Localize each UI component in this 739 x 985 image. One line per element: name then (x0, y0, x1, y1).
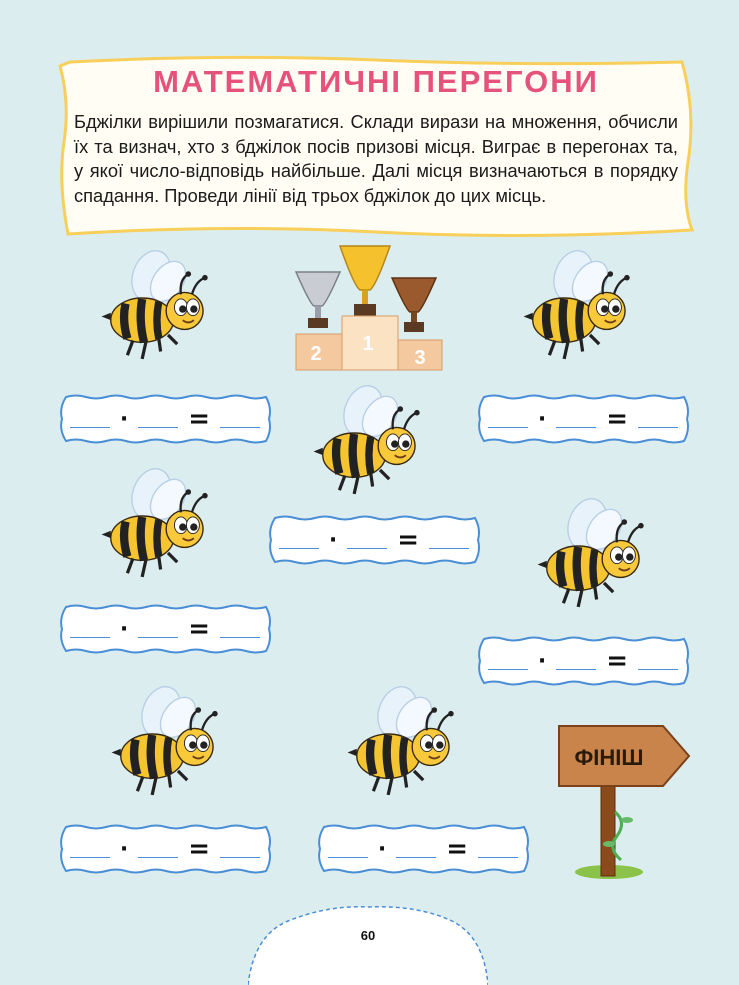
equals-sign: = (606, 646, 629, 676)
bee-5 (532, 498, 652, 618)
factor-1-blank[interactable] (328, 857, 368, 858)
factor-1-blank[interactable] (279, 548, 319, 549)
equals-sign: = (188, 614, 211, 644)
answer-box-3[interactable] (265, 515, 483, 565)
multiply-sign: · (119, 616, 129, 642)
bee-3 (308, 385, 428, 505)
bee-4 (96, 468, 216, 588)
answer-box-2[interactable] (474, 394, 692, 444)
instructions-text: Бджілки вирішили позмагатися. Склади вирази на множення, обчисли їх та визнач, хто з бджілок посів призові місця. Виграє в перегонах та, у якої число-відповідь найбільше. Далі місця визначаються в порядку спадання. Проведи лінії від трьох бджілок до цих місць. (74, 111, 678, 206)
factor-1-blank[interactable] (488, 669, 528, 670)
factor-1-blank[interactable] (70, 637, 110, 638)
multiply-sign: · (537, 406, 547, 432)
answer-box-4[interactable] (56, 604, 274, 654)
podium-place-3: 3 (414, 347, 426, 369)
multiply-sign: · (377, 836, 387, 862)
result-blank[interactable] (220, 427, 260, 428)
result-blank[interactable] (638, 669, 678, 670)
equals-sign: = (397, 525, 420, 555)
factor-2-blank[interactable] (396, 857, 436, 858)
answer-box-5[interactable] (474, 636, 692, 686)
podium-place-1: 1 (362, 333, 374, 355)
answer-box-7[interactable] (314, 824, 532, 874)
page-title: МАТЕМАТИЧНІ ПЕРЕГОНИ (153, 64, 599, 99)
bee-6 (106, 686, 226, 806)
multiply-sign: · (537, 648, 547, 674)
multiply-sign: · (119, 836, 129, 862)
factor-1-blank[interactable] (70, 857, 110, 858)
bee-2 (518, 250, 638, 370)
multiplication-expression (265, 515, 483, 565)
bee-1 (96, 250, 216, 370)
equals-sign: = (446, 834, 469, 864)
podium-with-trophies (288, 240, 448, 374)
result-blank[interactable] (220, 857, 260, 858)
finish-signpost (555, 712, 695, 882)
bee-7 (342, 686, 462, 806)
multiply-sign: · (119, 406, 129, 432)
factor-2-blank[interactable] (138, 427, 178, 428)
result-blank[interactable] (220, 637, 260, 638)
factor-2-blank[interactable] (347, 548, 387, 549)
page-number: 60 (360, 928, 376, 943)
equals-sign: = (606, 404, 629, 434)
page-number-bubble (248, 905, 488, 985)
factor-2-blank[interactable] (138, 637, 178, 638)
factor-1-blank[interactable] (70, 427, 110, 428)
result-blank[interactable] (478, 857, 518, 858)
multiplication-expression (474, 394, 692, 444)
result-blank[interactable] (638, 427, 678, 428)
multiplication-expression (314, 824, 532, 874)
answer-box-6[interactable] (56, 824, 274, 874)
factor-2-blank[interactable] (556, 427, 596, 428)
factor-2-blank[interactable] (138, 857, 178, 858)
answer-box-1[interactable] (56, 394, 274, 444)
multiply-sign: · (328, 527, 338, 553)
multiplication-expression (56, 394, 274, 444)
result-blank[interactable] (429, 548, 469, 549)
equals-sign: = (188, 834, 211, 864)
equals-sign: = (188, 404, 211, 434)
title-card (56, 52, 696, 240)
factor-2-blank[interactable] (556, 669, 596, 670)
multiplication-expression (474, 636, 692, 686)
factor-1-blank[interactable] (488, 427, 528, 428)
finish-sign-label: ФІНІШ (574, 745, 644, 770)
podium-place-2: 2 (310, 343, 322, 365)
multiplication-expression (56, 604, 274, 654)
multiplication-expression (56, 824, 274, 874)
